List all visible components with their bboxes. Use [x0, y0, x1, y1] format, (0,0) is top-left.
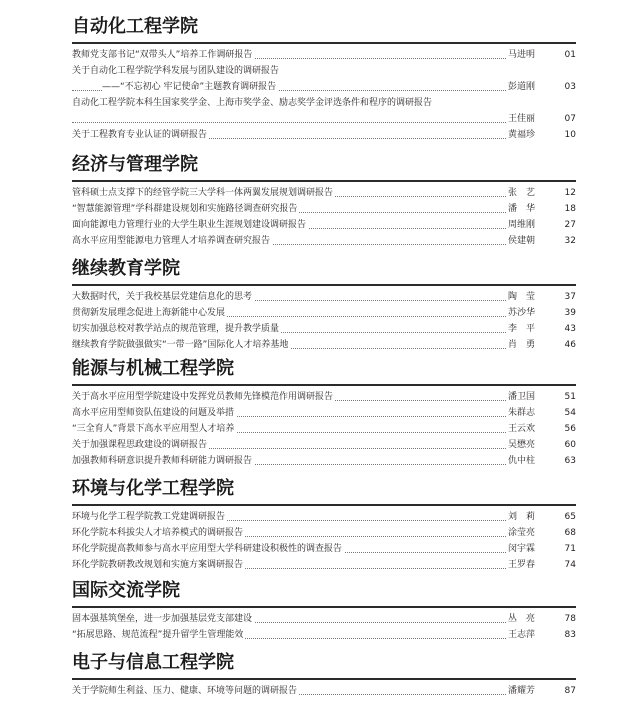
- entry-title: 关于工程教育专业认证的调研报告: [72, 128, 209, 143]
- toc-entry[interactable]: [72, 542, 576, 557]
- entry-author: 王志萍: [506, 628, 552, 643]
- entry-title: 加强教师科研意识提升教师科研能力调研报告: [72, 454, 254, 469]
- entry-title: 关于加强课程思政建设的调研报告: [72, 438, 209, 453]
- entry-title: 环化学院本科拔尖人才培养模式的调研报告: [72, 526, 245, 541]
- toc-entry[interactable]: [72, 684, 576, 699]
- entry-page-number: 07: [564, 114, 576, 124]
- entry-author: 肖 勇: [506, 338, 552, 353]
- section-divider: [72, 284, 576, 286]
- entry-author: 李 平: [506, 322, 552, 337]
- section-divider: [72, 384, 576, 386]
- entry-title: “拓展思路、规范流程”提升留学生管理能效: [72, 628, 245, 643]
- entry-page-number: 87: [564, 686, 576, 696]
- entry-author: 王佳丽: [506, 112, 552, 127]
- entry-page-number: 56: [564, 424, 576, 434]
- entry-title: 环化学院教研教改规划和实施方案调研报告: [72, 558, 245, 573]
- entry-page-number: 74: [564, 560, 576, 570]
- toc-entry[interactable]: [72, 612, 576, 627]
- entry-author: 闵宇霖: [506, 542, 552, 557]
- entry-page-number: 60: [564, 440, 576, 450]
- toc-entry[interactable]: [72, 80, 576, 95]
- entry-title: 环境与化学工程学院教工党建调研报告: [72, 510, 227, 525]
- entry-author: 陶 莹: [506, 290, 552, 305]
- entry-author: 潘耀芳: [506, 684, 552, 699]
- entry-page-number: 37: [564, 292, 576, 302]
- entry-title: 大数据时代，关于我校基层党建信息化的思考: [72, 290, 254, 305]
- entry-author: 涂莹亮: [506, 526, 552, 541]
- entry-page-number: 46: [564, 340, 576, 350]
- entry-page-number: 63: [564, 456, 576, 466]
- entry-title: “智慧能源管理”学科群建设规划和实施路径调查研究报告: [72, 202, 299, 217]
- entry-page-number: 39: [564, 308, 576, 318]
- entry-page-number: 51: [564, 392, 576, 402]
- toc-entry[interactable]: [72, 390, 576, 405]
- section-title: 继续教育学院: [72, 258, 180, 279]
- entry-author: 刘 莉: [506, 510, 552, 525]
- entry-title: 关于学院师生利益、压力、健康、环境等问题的调研报告: [72, 684, 299, 699]
- entry-page-number: 83: [564, 630, 576, 640]
- toc-entry[interactable]: [72, 406, 576, 421]
- entry-page-number: 12: [564, 188, 576, 198]
- toc-entry[interactable]: [72, 510, 576, 525]
- section-title: 能源与机械工程学院: [72, 358, 234, 379]
- toc-entry[interactable]: [72, 218, 576, 233]
- section-title: 电子与信息工程学院: [72, 652, 234, 673]
- entry-author: 吴懋亮: [506, 438, 552, 453]
- entry-author: 潘 华: [506, 202, 552, 217]
- toc-entry[interactable]: [72, 64, 576, 79]
- entry-page-number: 78: [564, 614, 576, 624]
- entry-page-number: 03: [564, 82, 576, 92]
- entry-page-number: 18: [564, 204, 576, 214]
- entry-page-number: 71: [564, 544, 576, 554]
- section-divider: [72, 606, 576, 608]
- entry-author: 王罗春: [506, 558, 552, 573]
- entry-title: 贯彻新发展理念促进上海新能中心发展: [72, 306, 227, 321]
- entry-page-number: 10: [564, 130, 576, 140]
- entry-page-number: 27: [564, 220, 576, 230]
- entry-page-number: 32: [564, 236, 576, 246]
- toc-entry[interactable]: [72, 558, 576, 573]
- section-divider: [72, 42, 576, 44]
- toc-entry[interactable]: [72, 438, 576, 453]
- entry-title: 固本强基筑堡垒，进一步加强基层党支部建设: [72, 612, 254, 627]
- entry-author: 朱群志: [506, 406, 552, 421]
- toc-entry[interactable]: [72, 338, 576, 353]
- entry-page-number: 43: [564, 324, 576, 334]
- section-divider: [72, 678, 576, 680]
- entry-author: 侯建朝: [506, 234, 552, 249]
- entry-title: ——“不忘初心 牢记使命”主题教育调研报告: [102, 80, 278, 95]
- toc-entry[interactable]: [72, 290, 576, 305]
- entry-page-number: 01: [564, 50, 576, 60]
- entry-author: 丛 亮: [506, 612, 552, 627]
- entry-author: 王云欢: [506, 422, 552, 437]
- section-title: 环境与化学工程学院: [72, 478, 234, 499]
- entry-title: 管科硕士点支撑下的经管学院三大学科一体两翼发展规划调研报告: [72, 186, 335, 201]
- toc-entry[interactable]: [72, 322, 576, 337]
- entry-page-number: 54: [564, 408, 576, 418]
- toc-entry[interactable]: [72, 306, 576, 321]
- entry-title: 关于自动化工程学院学科发展与团队建设的调研报告: [72, 64, 281, 79]
- entry-author: 彭道刚: [506, 80, 552, 95]
- entry-page-number: 68: [564, 528, 576, 538]
- entry-title: 教师党支部书记“双带头人”培养工作调研报告: [72, 48, 254, 63]
- entry-page-number: 65: [564, 512, 576, 522]
- entry-title: 继续教育学院做强做实“一带一路”国际化人才培养基地: [72, 338, 290, 353]
- section-title: 经济与管理学院: [72, 154, 198, 175]
- toc-entry[interactable]: [72, 186, 576, 201]
- toc-entry[interactable]: [72, 96, 576, 111]
- entry-title: 面向能源电力管理行业的大学生职业生涯规划建设调研报告: [72, 218, 308, 233]
- toc-entry[interactable]: [72, 454, 576, 469]
- entry-title: 高水平应用型能源电力管理人才培养调查研究报告: [72, 234, 272, 249]
- toc-entry[interactable]: [72, 128, 576, 143]
- toc-entry[interactable]: [72, 526, 576, 541]
- toc-entry[interactable]: [72, 628, 576, 643]
- entry-author: 仇中柱: [506, 454, 552, 469]
- entry-author: 苏沙华: [506, 306, 552, 321]
- entry-author: 黄福珍: [506, 128, 552, 143]
- entry-author: 周维刚: [506, 218, 552, 233]
- entry-title: 自动化工程学院本科生国家奖学金、上海市奖学金、励志奖学金评选条件和程序的调研报告: [72, 96, 434, 111]
- toc-entry[interactable]: [72, 48, 576, 63]
- section-divider: [72, 180, 576, 182]
- section-divider: [72, 504, 576, 506]
- entry-author: 潘卫国: [506, 390, 552, 405]
- entry-title: 切实加强总校对教学站点的规范管理，提升教学质量: [72, 322, 281, 337]
- entry-title: 关于高水平应用型学院建设中发挥党员教师先锋模范作用调研报告: [72, 390, 335, 405]
- toc-entry[interactable]: [72, 422, 576, 437]
- entry-title: 环化学院提高教师参与高水平应用型大学科研建设积极性的调查报告: [72, 542, 344, 557]
- entry-title: 高水平应用型师资队伍建设的问题及举措: [72, 406, 236, 421]
- toc-entry[interactable]: [72, 234, 576, 249]
- entry-title: “三全育人”背景下高水平应用型人才培养: [72, 422, 236, 437]
- entry-author: 张 艺: [506, 186, 552, 201]
- toc-entry[interactable]: [72, 112, 576, 127]
- toc-entry[interactable]: [72, 202, 576, 217]
- section-title: 自动化工程学院: [72, 16, 198, 37]
- section-title: 国际交流学院: [72, 580, 180, 601]
- entry-author: 马进明: [506, 48, 552, 63]
- dot-leader: [72, 122, 506, 123]
